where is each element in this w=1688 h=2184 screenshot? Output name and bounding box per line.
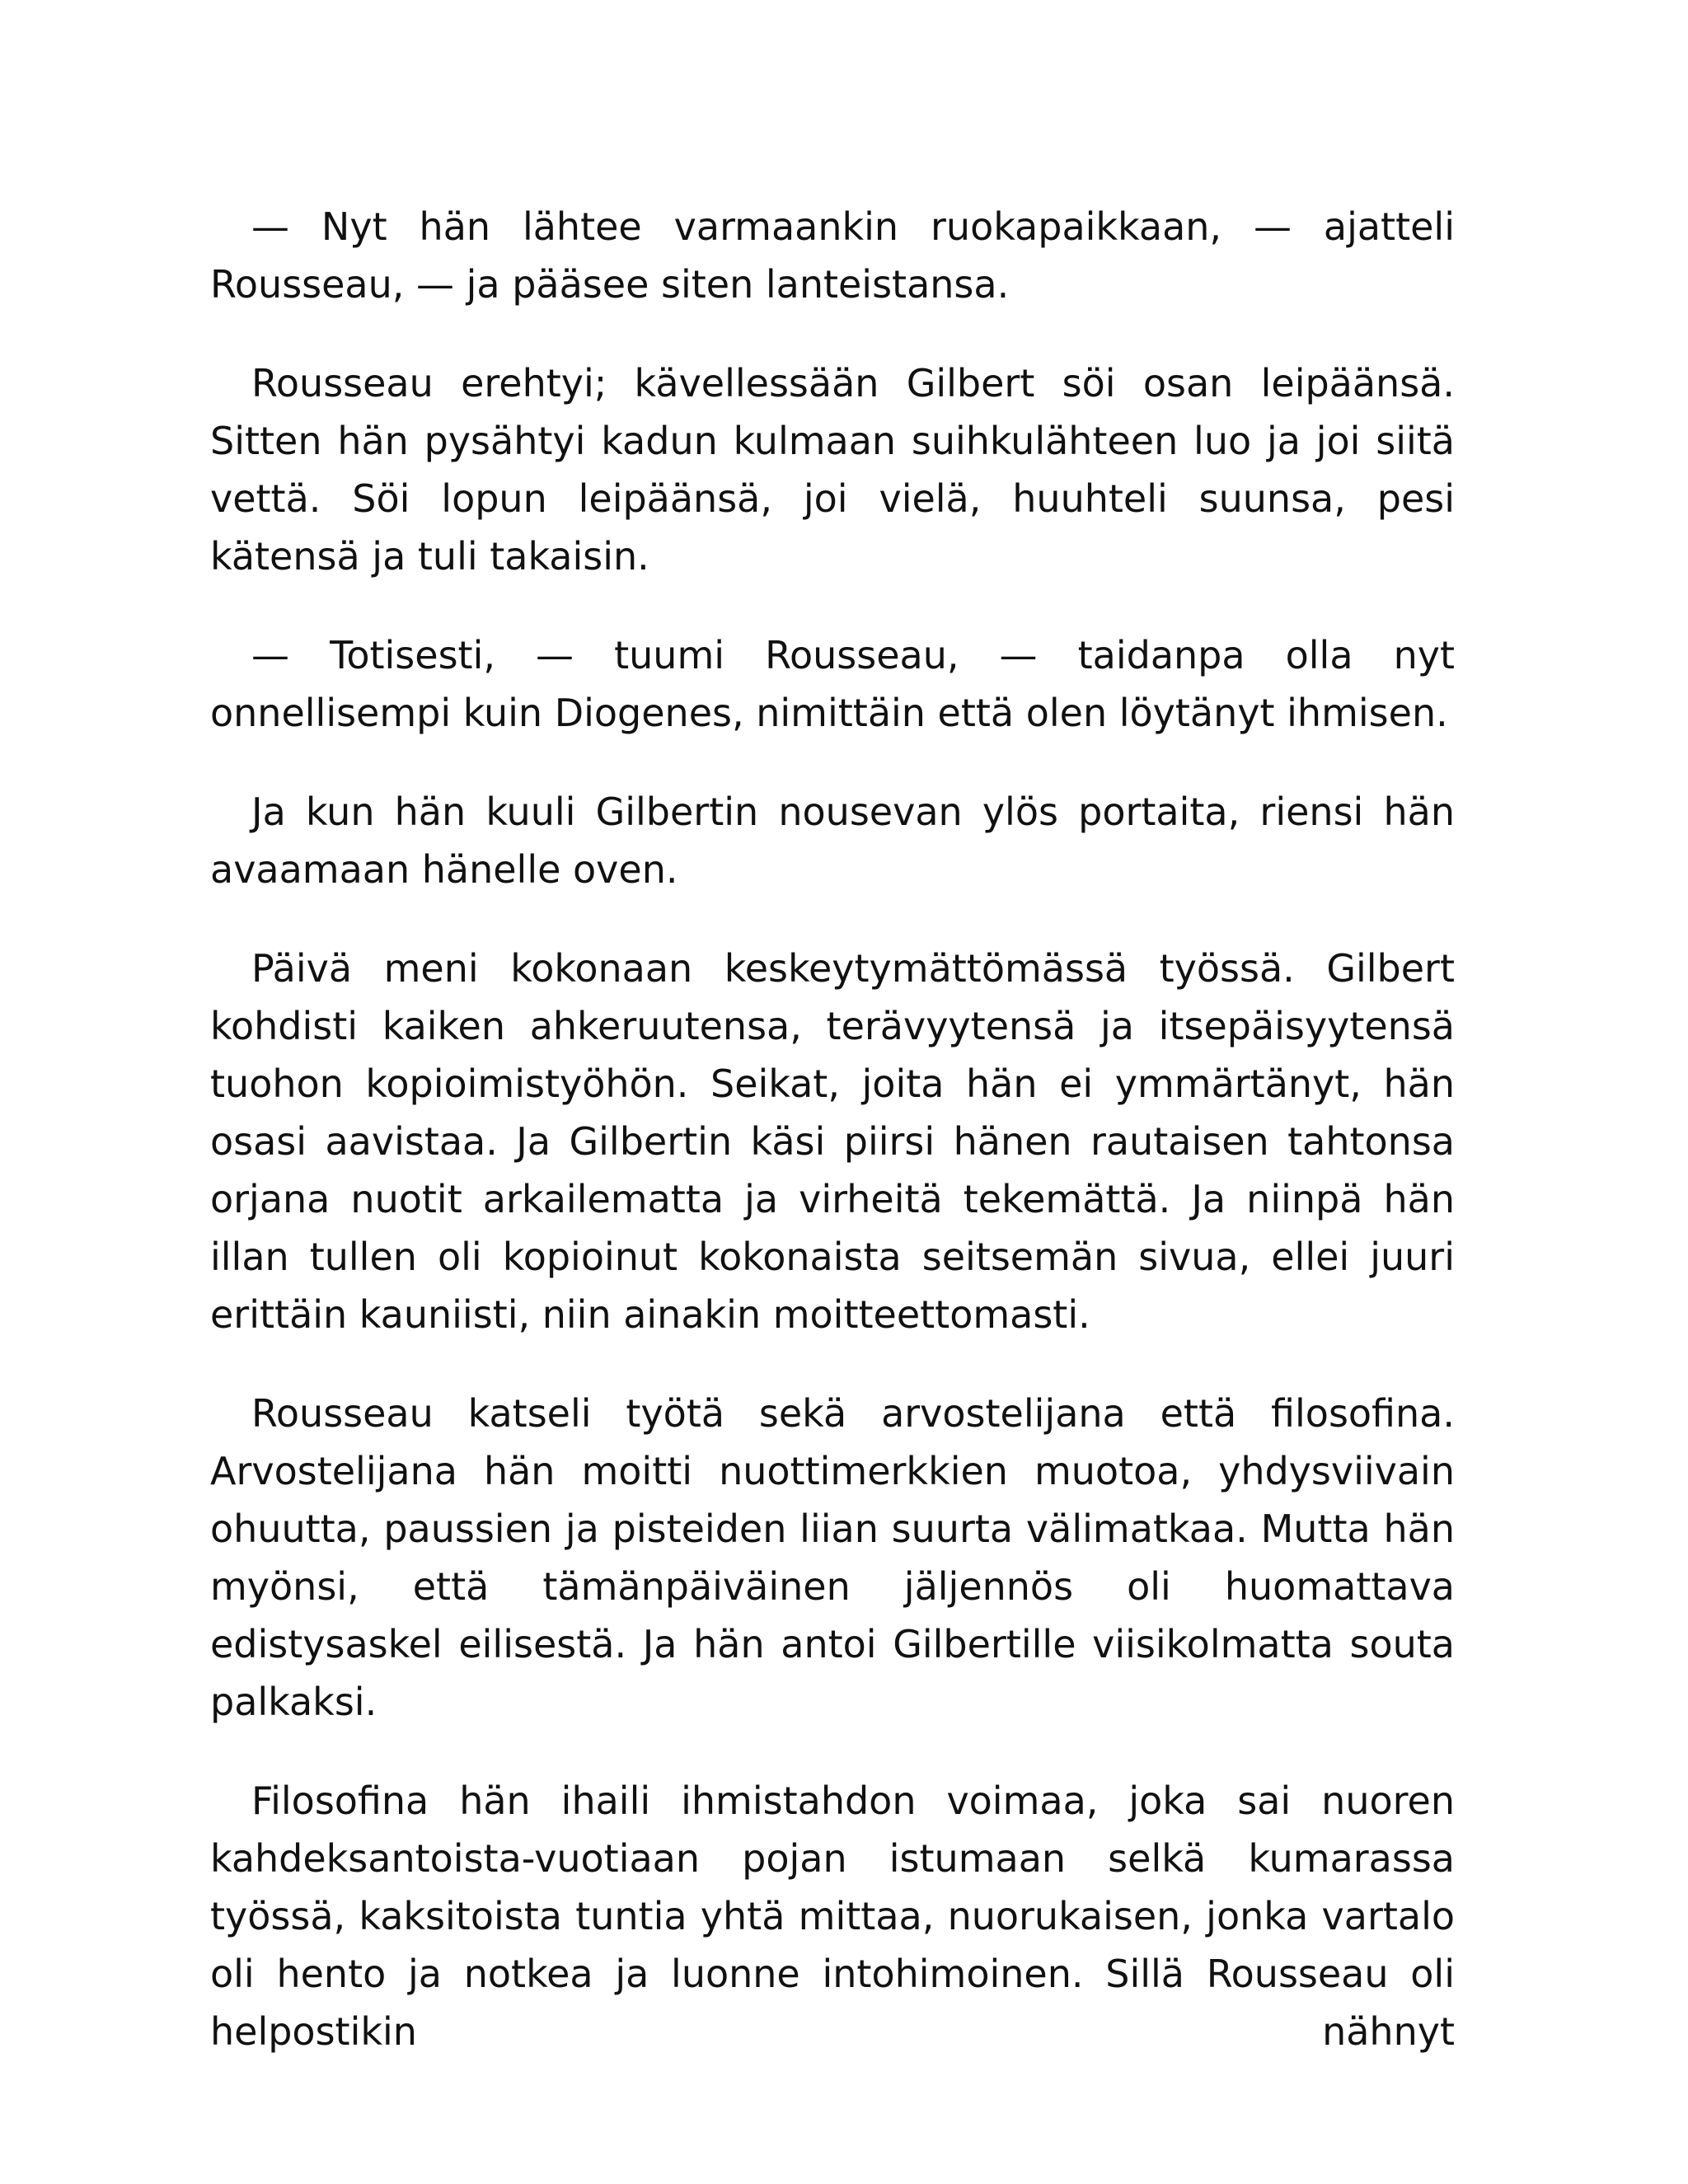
paragraph: Rousseau katseli työtä sekä arvostelijana että filosofina. Arvostelijana hän moitti nuottimerkkien muotoa, yhdysviivain ohuutta, paussien ja pisteiden liian suurta välimatkaa. Mutta hän myönsi, että tämänpäiväinen jäljennös oli huomattava edistysaskel eilisestä. Ja hän antoi Gilbertille viisikolmatta souta palkaksi. xyxy=(210,1391,1455,1724)
paragraph: Ja kun hän kuuli Gilbertin nousevan ylös portaita, riensi hän avaamaan hänelle oven. xyxy=(210,790,1455,892)
paragraph: — Totisesti, — tuumi Rousseau, — taidanpa olla nyt onnellisempi kuin Diogenes, nimittäin että olen löytänyt ihmisen. xyxy=(210,633,1455,735)
document-page xyxy=(210,198,1455,2102)
paragraph: — Nyt hän lähtee varmaankin ruokapaikkaan, — ajatteli Rousseau, — ja pääsee siten lanteistansa. xyxy=(210,204,1455,307)
paragraph: Filosofina hän ihaili ihmistahdon voimaa, joka sai nuoren kahdeksantoista-vuotiaan pojan istumaan selkä kumarassa työssä, kaksitoista tuntia yhtä mittaa, nuorukaisen, jonka vartalo oli hento ja notkea ja luonne intohimoinen. Sillä Rousseau oli helpostikin nähnyt xyxy=(210,1779,1455,2054)
paragraph: Rousseau erehtyi; kävellessään Gilbert söi osan leipäänsä. Sitten hän pysähtyi kadun kulmaan suihkulähteen luo ja joi siitä vettä. Söi lopun leipäänsä, joi vielä, huuhteli suunsa, pesi kätensä ja tuli takaisin. xyxy=(210,361,1455,579)
paragraph: Päivä meni kokonaan keskeytymättömässä työssä. Gilbert kohdisti kaiken ahkeruutensa, terävyytensä ja itsepäisyytensä tuohon kopioimistyöhön. Seikat, joita hän ei ymmärtänyt, hän osasi aavistaa. Ja Gilbertin käsi piirsi hänen rautaisen tahtonsa orjana nuotit arkailematta ja virheitä tekemättä. Ja niinpä hän illan tullen oli kopioinut kokonaista seitsemän sivua, ellei juuri erittäin kauniisti, niin ainakin moitteettomasti. xyxy=(210,946,1455,1337)
